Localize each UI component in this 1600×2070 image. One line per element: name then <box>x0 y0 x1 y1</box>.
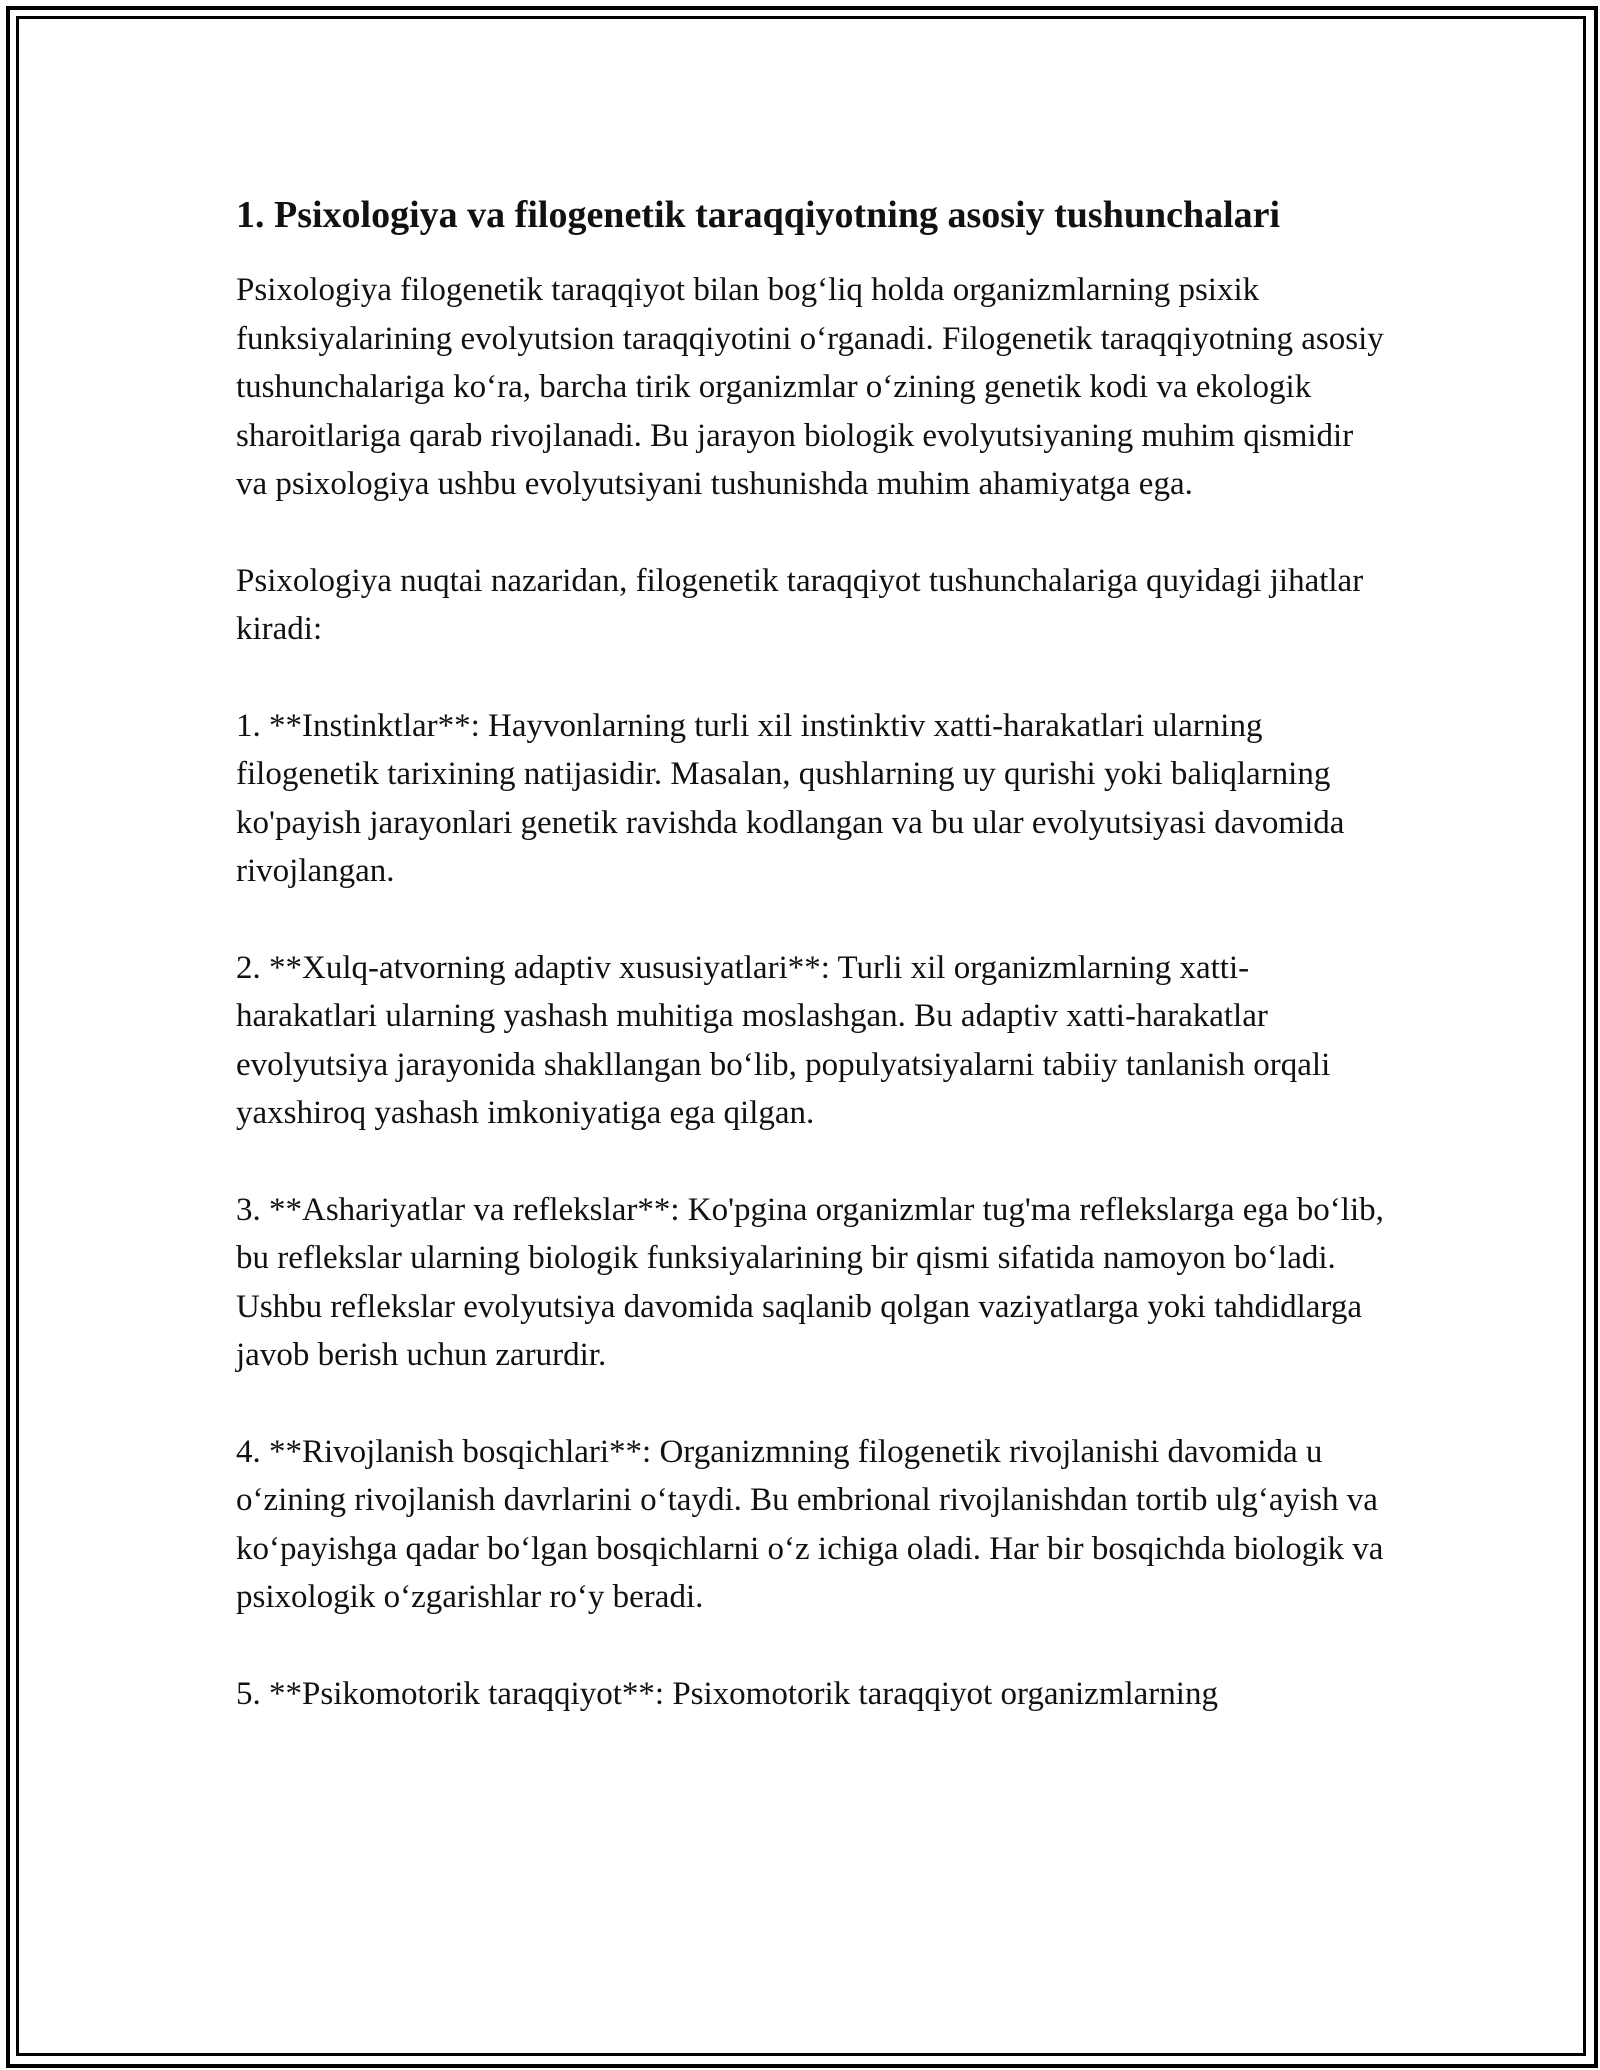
list-item-rivojlanish: 4. **Rivojlanish bosqichlari**: Organizmning filogenetik rivojlanishi davomida u o‘zining rivojlanish davrlarini o‘taydi. Bu embrional rivojlanishdan tortib ulg‘ayish va ko‘payishga qadar bo‘lgan bosqichlarni o‘z ichiga oladi. Har bir bosqichda biologik va psixologik o‘zgarishlar ro‘y beradi. <box>236 1433 1384 1615</box>
section-heading: 1. Psixologiya va filogenetik taraqqiyotning asosiy tushunchalari <box>236 194 1281 236</box>
list-item-xulq-atvor: 2. **Xulq-atvorning adaptiv xususiyatlari**: Turli xil organizmlarning xatti-harakatlari ularning yashash muhitiga moslashgan. Bu adaptiv xatti-harakatlar evolyutsiya jarayonida shakllangan bo‘lib, populyatsiyalarni tabiiy tanlanish orqali yaxshiroq yashash imkoniyatiga ega qilgan. <box>236 949 1331 1131</box>
list-intro-paragraph: Psixologiya nuqtai nazaridan, filogenetik taraqqiyot tushunchalariga quyidagi jihatlar kiradi: <box>236 562 1364 647</box>
list-item-psikomotorik: 5. **Psikomotorik taraqqiyot**: Psixomotorik taraqqiyot organizmlarning <box>236 1675 1218 1712</box>
intro-paragraph: Psixologiya filogenetik taraqqiyot bilan bog‘liq holda organizmlarning psixik funksiyalarining evolyutsion taraqqiyotini o‘rganadi. Filogenetik taraqqiyotning asosiy tushunchalariga ko‘ra, barcha tirik organizmlar o‘zining genetik kodi va ekologik sharoitlariga qarab rivojlanadi. Bu jarayon biologik evolyutsiyaning muhim qismidir va psixologiya ushbu evolyutsiyani tushunishda muhim ahamiyatga ega. <box>236 272 1384 502</box>
list-item-instinktlar: 1. **Instinktlar**: Hayvonlarning turli xil instinktiv xatti-harakatlari ularning filogenetik tarixining natijasidir. Masalan, qushlarning uy qurishi yoki baliqlarning ko'payish jarayonlari genetik ravishda kodlangan va bu ular evolyutsiyasi davomida rivojlangan. <box>236 707 1345 889</box>
list-item-reflekslar: 3. **Ashariyatlar va reflekslar**: Ko'pgina organizmlar tug'ma reflekslarga ega bo‘lib, bu reflekslar ularning biologik funksiyalarining bir qismi sifatida namoyon bo‘ladi. Ushbu reflekslar evolyutsiya davomida saqlanib qolgan vaziyatlarga yoki tahdidlarga javob berish uchun zarurdir. <box>236 1191 1384 1373</box>
document-body <box>236 188 1386 1766</box>
